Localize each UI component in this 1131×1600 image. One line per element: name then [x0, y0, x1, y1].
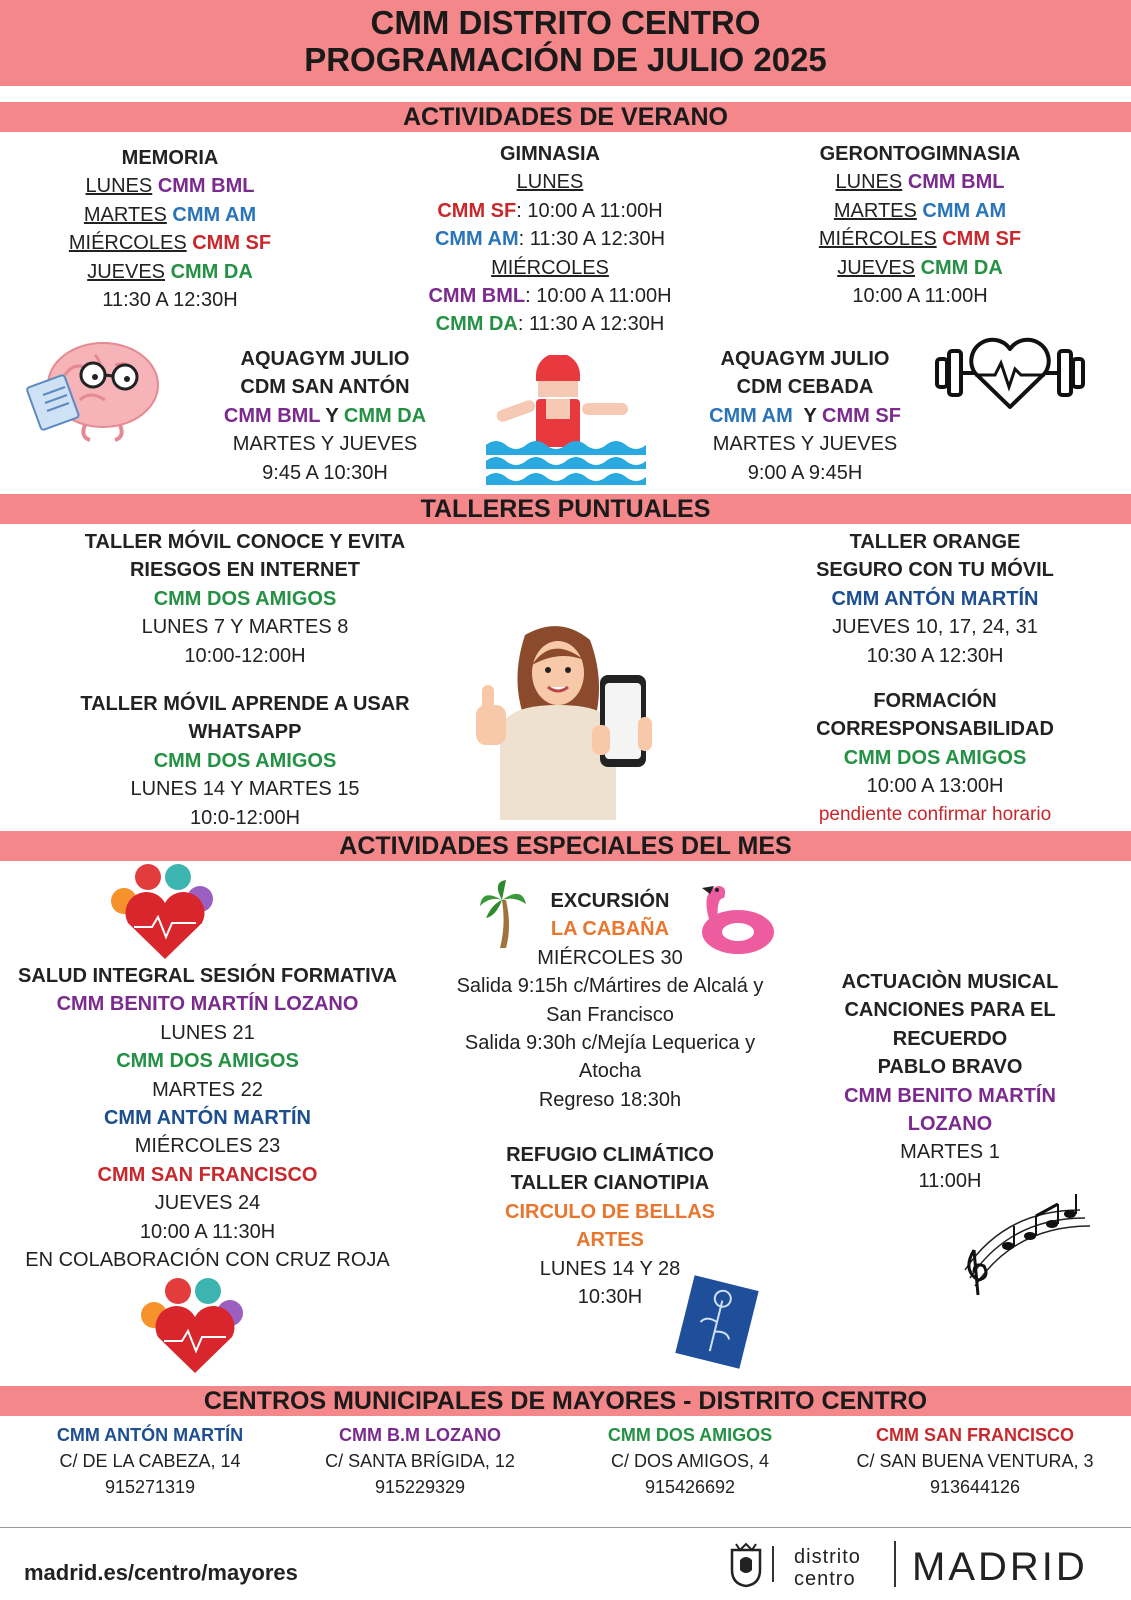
salud-collab: EN COLABORACIÓN CON CRUZ ROJA	[25, 1249, 390, 1272]
swimmer-icon	[486, 355, 646, 485]
salud-center: CMM BENITO MARTÍN LOZANO	[56, 993, 359, 1016]
aquagym1-title: AQUAGYM JULIO	[240, 348, 410, 370]
geronto-row: LUNES CMM BML	[835, 171, 1005, 194]
aquagym1-centers: CMM BML Y CMM DA	[223, 404, 427, 427]
excursion-salida1-b: San Francisco	[546, 1003, 674, 1026]
taller3-line1: TALLER ORANGE	[849, 531, 1021, 553]
centro-card	[560, 1422, 820, 1500]
gimnasia-day2: MIÉRCOLES	[491, 256, 609, 279]
gimnasia-row: CMM DA: 11:30 A 12:30H	[435, 313, 665, 336]
aquagym2-time: 9:00 A 9:45H	[747, 461, 863, 484]
distrito-centro-label: distrito centro	[794, 1546, 861, 1590]
centro-phone: 913644126	[929, 1477, 1021, 1497]
excursion-salida2-b: Atocha	[578, 1060, 642, 1083]
section-centros-title: CENTROS MUNICIPALES DE MAYORES - DISTRITO CENTRO	[0, 1386, 1131, 1416]
taller3-line2: SEGURO CON TU MÓVIL	[816, 559, 1054, 582]
taller3-time: 10:30 A 12:30H	[866, 644, 1004, 667]
taller2-time: 10:0-12:00H	[189, 806, 301, 829]
taller4-note: pendiente confirmar horario	[818, 803, 1052, 825]
actuacion-center: CMM BENITO MARTÍN	[844, 1084, 1056, 1107]
actuacion-line4: PABLO BRAVO	[877, 1056, 1023, 1079]
memoria-row: JUEVES CMM DA	[87, 260, 253, 283]
taller3-center: CMM ANTÓN MARTÍN	[831, 587, 1039, 610]
refugio-days: LUNES 14 Y 28	[539, 1257, 681, 1280]
salud-title: SALUD INTEGRAL SESIÓN FORMATIVA	[18, 965, 397, 987]
gimnasia-title: GIMNASIA	[500, 143, 600, 165]
section-verano-title: ACTIVIDADES DE VERANO	[0, 102, 1131, 132]
heart-dumbbell-icon	[935, 335, 1085, 415]
taller3-block	[770, 528, 1100, 670]
salud-day: MARTES 22	[152, 1078, 263, 1101]
centro-card	[830, 1422, 1120, 1500]
taller1-center: CMM DOS AMIGOS	[153, 587, 337, 610]
taller2-center: CMM DOS AMIGOS	[153, 749, 337, 772]
madrid-logo-text: MADRID	[912, 1545, 1088, 1589]
gimnasia-row: CMM AM: 11:30 A 12:30H	[434, 228, 666, 251]
taller1-days: LUNES 7 Y MARTES 8	[141, 616, 349, 639]
excursion-place: LA CABAÑA	[550, 918, 670, 941]
refugio-time: 10:30H	[577, 1286, 643, 1309]
geronto-block	[790, 140, 1050, 310]
refugio-place2: ARTES	[576, 1229, 644, 1252]
salud-day: LUNES 21	[160, 1021, 255, 1044]
geronto-row: MIÉRCOLES CMM SF	[818, 228, 1022, 251]
memoria-row: LUNES CMM BML	[85, 175, 255, 198]
header-subtitle: PROGRAMACIÓN DE JULIO 2025	[304, 41, 827, 78]
actuacion-line2: CANCIONES PARA EL	[844, 999, 1056, 1022]
geronto-title: GERONTOGIMNASIA	[819, 143, 1021, 165]
header-title: CMM DISTRITO CENTRO	[370, 4, 761, 41]
aquagym1-block	[200, 345, 450, 487]
aquagym2-place: CDM CEBADA	[736, 376, 874, 399]
website-link[interactable]: madrid.es/centro/mayores	[24, 1560, 298, 1585]
gimnasia-row: CMM BML: 10:00 A 11:00H	[428, 285, 672, 308]
taller4-center: CMM DOS AMIGOS	[843, 746, 1027, 769]
centro-address: C/ SAN BUENA VENTURA, 3	[856, 1451, 1094, 1471]
aquagym2-block	[670, 345, 940, 487]
memoria-block	[50, 144, 290, 314]
taller1-line2: RIESGOS EN INTERNET	[129, 559, 361, 582]
centro-card	[290, 1422, 550, 1500]
taller2-line1: TALLER MÓVIL APRENDE A USAR	[80, 693, 410, 715]
refugio-line1: REFUGIO CLIMÁTICO	[506, 1144, 714, 1166]
salud-center: CMM SAN FRANCISCO	[97, 1163, 318, 1186]
gimnasia-block	[400, 140, 700, 339]
taller4-line2: CORRESPONSABILIDAD	[816, 718, 1054, 741]
excursion-salida1: Salida 9:15h c/Mártires de Alcalá y	[456, 975, 764, 998]
aquagym2-centers: CMM AM Y CMM SF	[709, 404, 901, 427]
centro-phone: 915271319	[104, 1477, 196, 1497]
actuacion-time: 11:00H	[918, 1169, 982, 1192]
aquagym1-place: CDM SAN ANTÓN	[240, 376, 410, 399]
memoria-row: MARTES CMM AM	[83, 203, 257, 226]
excursion-block	[440, 887, 780, 1114]
section-especiales-title: ACTIVIDADES ESPECIALES DEL MES	[0, 831, 1131, 861]
health-icon	[140, 1277, 250, 1377]
taller3-days: JUEVES 10, 17, 24, 31	[832, 616, 1038, 639]
actuacion-line3: RECUERDO	[892, 1027, 1008, 1050]
salud-block	[10, 962, 405, 1274]
centro-address: C/ DOS AMIGOS, 4	[610, 1451, 770, 1471]
taller4-time: 10:00 A 13:00H	[866, 775, 1004, 798]
excursion-title: EXCURSIÓN	[550, 890, 670, 912]
centro-name: CMM B.M LOZANO	[339, 1425, 501, 1445]
taller2-block	[60, 690, 430, 832]
centro-name: CMM DOS AMIGOS	[607, 1425, 773, 1445]
centro-address: C/ SANTA BRÍGIDA, 12	[325, 1451, 515, 1471]
centro-phone: 915426692	[644, 1477, 736, 1497]
aquagym2-days: MARTES Y JUEVES	[712, 433, 898, 456]
footer-separator	[772, 1546, 774, 1582]
salud-day: JUEVES 24	[154, 1192, 261, 1215]
taller2-line2: WHATSAPP	[188, 721, 302, 744]
excursion-day: MIÉRCOLES 30	[537, 946, 683, 969]
section-talleres-title: TALLERES PUNTUALES	[0, 494, 1131, 524]
taller1-block	[60, 528, 430, 670]
aquagym2-title: AQUAGYM JULIO	[720, 348, 890, 370]
taller4-line1: FORMACIÓN	[873, 690, 997, 712]
geronto-row: MARTES CMM AM	[833, 199, 1007, 222]
taller1-line1: TALLER MÓVIL CONOCE Y EVITA	[84, 531, 406, 553]
refugio-place: CIRCULO DE BELLAS	[505, 1200, 715, 1223]
centro-address: C/ DE LA CABEZA, 14	[59, 1451, 241, 1471]
page-header	[0, 0, 1131, 86]
actuacion-block	[800, 968, 1100, 1195]
taller2-days: LUNES 14 Y MARTES 15	[130, 778, 360, 801]
brain-reading-icon	[25, 335, 165, 445]
health-icon	[110, 863, 220, 963]
salud-center: CMM DOS AMIGOS	[116, 1050, 299, 1073]
memoria-title: MEMORIA	[121, 147, 219, 169]
centro-name: CMM SAN FRANCISCO	[876, 1425, 1074, 1445]
taller4-block	[770, 687, 1100, 829]
woman-phone-icon	[470, 625, 670, 820]
footer-divider	[0, 1527, 1131, 1528]
actuacion-center2: LOZANO	[907, 1113, 993, 1136]
memoria-time: 11:30 A 12:30H	[102, 289, 238, 312]
salud-center: CMM ANTÓN MARTÍN	[103, 1107, 311, 1130]
madrid-crest-icon	[728, 1542, 764, 1588]
excursion-return: Regreso 18:30h	[538, 1088, 682, 1111]
aquagym1-time: 9:45 A 10:30H	[262, 461, 388, 484]
memoria-row: MIÉRCOLES CMM SF	[68, 232, 272, 255]
centro-card	[20, 1422, 280, 1500]
taller1-time: 10:00-12:00H	[184, 644, 306, 667]
cyanotype-icon	[670, 1272, 770, 1372]
gimnasia-day1: LUNES	[516, 171, 584, 194]
actuacion-line1: ACTUACIÒN MUSICAL	[841, 971, 1059, 993]
actuacion-day: MARTES 1	[900, 1141, 1000, 1164]
salud-time: 10:00 A 11:30H	[139, 1220, 276, 1243]
centro-name: CMM ANTÓN MARTÍN	[56, 1425, 244, 1445]
gimnasia-row: CMM SF: 10:00 A 11:00H	[437, 199, 663, 222]
refugio-line2: TALLER CIANOTIPIA	[510, 1172, 710, 1195]
geronto-time: 10:00 A 11:00H	[852, 285, 988, 308]
geronto-row: JUEVES CMM DA	[837, 256, 1003, 279]
excursion-salida2: Salida 9:30h c/Mejía Lequerica y	[464, 1032, 756, 1055]
centro-phone: 915229329	[374, 1477, 466, 1497]
footer-separator	[894, 1541, 896, 1587]
music-notes-icon	[960, 1190, 1090, 1300]
aquagym1-days: MARTES Y JUEVES	[232, 433, 418, 456]
salud-day: MIÉRCOLES 23	[134, 1135, 281, 1158]
